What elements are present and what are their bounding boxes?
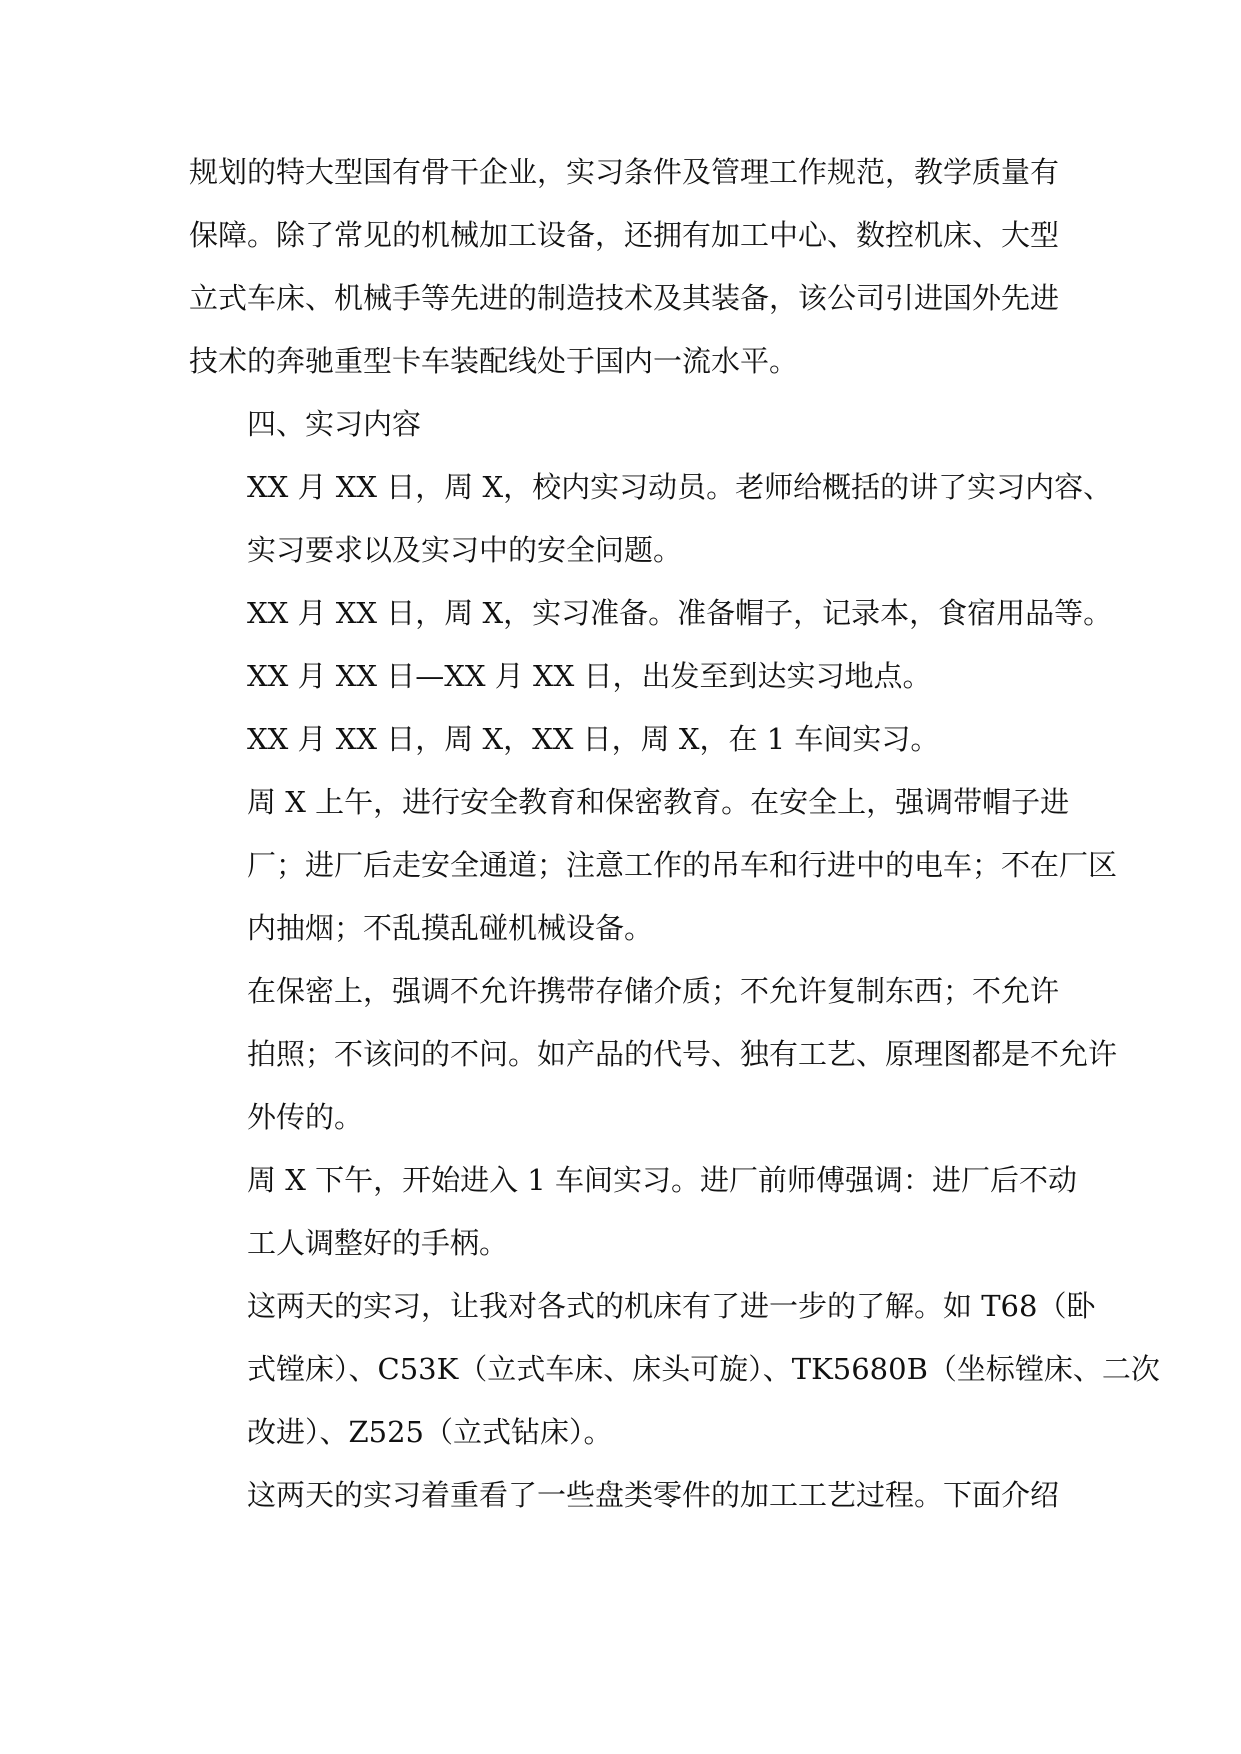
paragraph-departure (189, 645, 1053, 708)
paragraph-mobilization (189, 456, 1113, 582)
section-heading-internship-content (189, 393, 1053, 456)
paragraph-afternoon-workshop (189, 1149, 1077, 1275)
text-line: 改进）、Z525（立式钻床）。 (247, 1415, 613, 1449)
text-line: 规划的特大型国有骨干企业，实习条件及管理工作规范，教学质量有 (189, 155, 1060, 189)
text-line: 厂；进厂后走安全通道；注意工作的吊车和行进中的电车；不在厂区 (247, 848, 1118, 882)
section-heading-text: 四、实习内容 (247, 407, 422, 441)
paragraph-confidentiality (189, 960, 1118, 1149)
text-line: 保障。除了常见的机械加工设备，还拥有加工中心、数控机床、大型 (189, 218, 1060, 252)
paragraph-machine-tools (189, 1275, 1160, 1464)
text-line: 技术的奔驰重型卡车装配线处于国内一流水平。 (189, 344, 799, 378)
text-line: 周 X 下午，开始进入 1 车间实习。进厂前师傅强调：进厂后不动 (247, 1163, 1077, 1197)
text-line: 在保密上，强调不允许携带存储介质；不允许复制东西；不允许 (247, 974, 1060, 1008)
text-line: 立式车床、机械手等先进的制造技术及其装备，该公司引进国外先进 (189, 281, 1060, 315)
text-line: 这两天的实习着重看了一些盘类零件的加工工艺过程。下面介绍 (247, 1478, 1060, 1512)
paragraph-preparation (189, 582, 1113, 645)
paragraph-workshop-internship (189, 708, 1053, 771)
text-line: XX 月 XX 日—XX 月 XX 日，出发至到达实习地点。 (247, 659, 932, 693)
text-line: 工人调整好的手柄。 (247, 1226, 509, 1260)
text-line: 实习要求以及实习中的安全问题。 (247, 533, 683, 567)
text-line: XX 月 XX 日，周 X，实习准备。准备帽子，记录本，食宿用品等。 (247, 596, 1113, 630)
text-line: 外传的。 (247, 1100, 364, 1134)
text-line: 这两天的实习，让我对各式的机床有了进一步的了解。如 T68（卧 (247, 1289, 1096, 1323)
text-line: XX 月 XX 日，周 X，XX 日，周 X，在 1 车间实习。 (247, 722, 940, 756)
text-line: 拍照；不该问的不问。如产品的代号、独有工艺、原理图都是不允许 (247, 1037, 1118, 1071)
text-line: 内抽烟；不乱摸乱碰机械设备。 (247, 911, 654, 945)
document-body (189, 141, 1160, 1527)
text-line: 式镗床）、C53K（立式车床、床头可旋）、TK5680B（坐标镗床、二次 (247, 1352, 1160, 1386)
text-line: XX 月 XX 日，周 X，校内实习动员。老师给概括的讲了实习内容、 (247, 470, 1113, 504)
paragraph-disc-parts-process (189, 1464, 1060, 1527)
paragraph-enterprise-description (189, 141, 1060, 393)
paragraph-safety-education (189, 771, 1118, 960)
text-line: 周 X 上午，进行安全教育和保密教育。在安全上，强调带帽子进 (247, 785, 1070, 819)
